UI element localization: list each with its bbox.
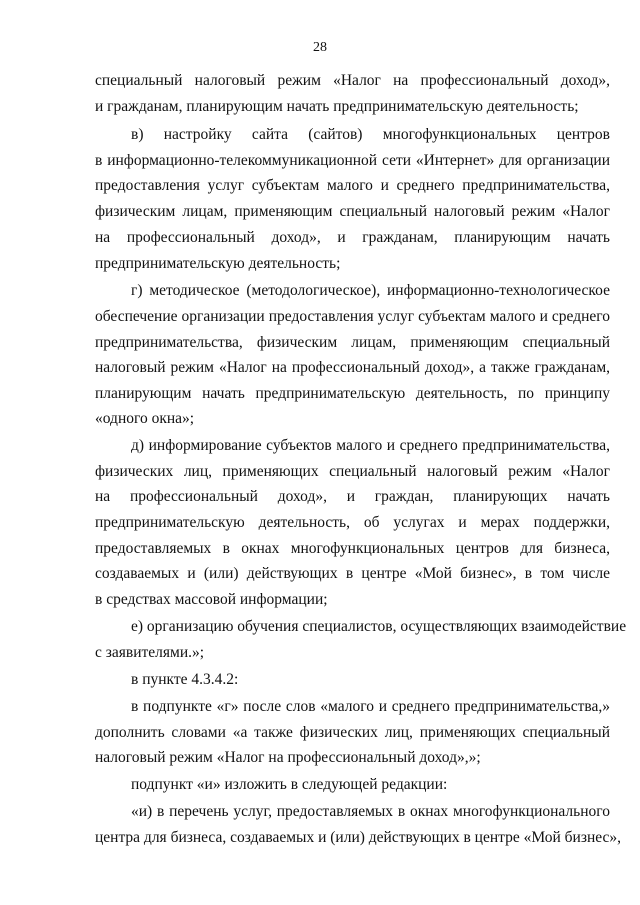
text-line: предпринимательскую деятельность; <box>95 255 341 272</box>
text-line: в) настройку сайта (сайтов) многофункциональных центров <box>131 126 610 143</box>
page-number: 28 <box>313 40 327 55</box>
text-line: предпринимательства, физическим лицам, применяющим специальный <box>95 334 610 351</box>
text-line: предпринимательскую деятельность, об услугах и мерах поддержки, <box>95 514 610 531</box>
text-line: дополнить словами «а также физических лиц, применяющих специальный <box>95 724 610 741</box>
text-line: д) информирование субъектов малого и среднего предпринимательства, <box>131 437 610 454</box>
text-line: в подпункте «г» после слов «малого и среднего предпринимательства,» <box>131 698 610 715</box>
text-line: подпункт «и» изложить в следующей редакции: <box>131 776 448 793</box>
text-line: центра для бизнеса, создаваемых и (или) действующих в центре «Мой бизнес», <box>95 829 622 846</box>
text-line: создаваемых и (или) действующих в центре «Мой бизнес», в том числе <box>95 565 610 582</box>
text-line: с заявителями.»; <box>95 644 205 661</box>
text-line: физическим лицам, применяющим специальный налоговый режим «Налог <box>95 203 610 220</box>
text-line: физических лиц, применяющих специальный налоговый режим «Налог <box>95 463 610 480</box>
text-line: «и) в перечень услуг, предоставляемых в окнах многофункционального <box>131 803 610 820</box>
text-line: предоставления услуг субъектам малого и среднего предпринимательства, <box>95 177 610 194</box>
text-line: е) организацию обучения специалистов, осуществляющих взаимодействие <box>131 618 627 635</box>
text-line: налоговый режим «Налог на профессиональный доход», а также гражданам, <box>95 359 610 376</box>
text-line: г) методическое (методологическое), информационно-технологическое <box>131 282 610 299</box>
text-line: в средствах массовой информации; <box>95 591 328 608</box>
text-line: специальный налоговый режим «Налог на профессиональный доход», <box>95 72 610 89</box>
text-line: предоставляемых в окнах многофункциональных центров для бизнеса, <box>95 540 610 557</box>
text-line: в пункте 4.3.4.2: <box>131 671 239 688</box>
text-line: обеспечение организации предоставления услуг субъектам малого и среднего <box>95 308 610 325</box>
text-line: налоговый режим «Налог на профессиональный доход»,»; <box>95 749 481 766</box>
text-line: планирующим начать предпринимательскую деятельность, по принципу <box>95 385 610 402</box>
text-line: «одного окна»; <box>95 410 195 427</box>
text-line: на профессиональный доход», и граждан, планирующих начать <box>95 488 610 505</box>
text-line: и гражданам, планирующим начать предпринимательскую деятельность; <box>95 98 579 115</box>
text-line: на профессиональный доход», и гражданам, планирующим начать <box>95 229 610 246</box>
text-line: в информационно-телекоммуникационной сети «Интернет» для организации <box>95 152 610 169</box>
